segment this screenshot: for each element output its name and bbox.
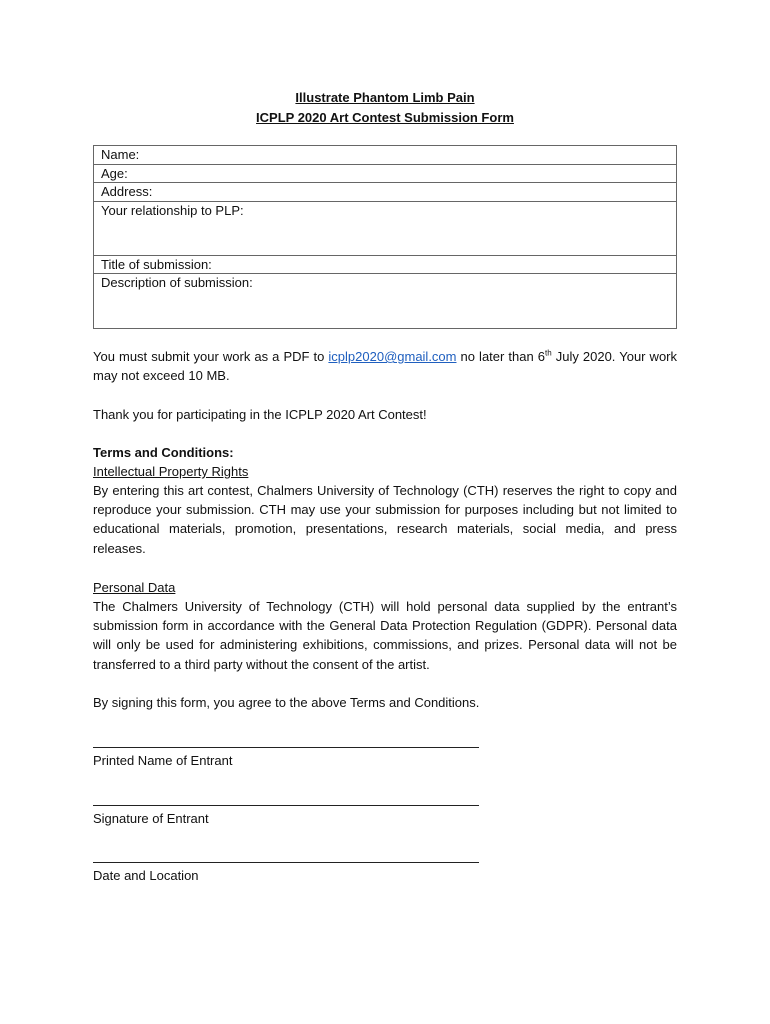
document-title: Illustrate Phantom Limb Pain: [295, 90, 475, 105]
description-label: Description of submission:: [101, 275, 253, 290]
printed-name-label: Printed Name of Entrant: [93, 753, 233, 768]
terms-heading: Terms and Conditions:: [93, 445, 234, 460]
email-link[interactable]: icplp2020@gmail.com: [328, 349, 457, 364]
address-label: Address:: [101, 184, 153, 199]
address-field[interactable]: [94, 183, 676, 202]
relationship-field[interactable]: [94, 202, 676, 256]
submission-instructions: [93, 347, 677, 385]
signature-label: Signature of Entrant: [93, 811, 209, 826]
signature-line[interactable]: [93, 805, 479, 806]
size-limit-text: July 2020. Your work may not exceed 10 MB.: [93, 349, 678, 384]
date-location-line[interactable]: [93, 862, 479, 863]
submission-title-label: Title of submission:: [101, 256, 212, 272]
ip-heading-text: Intellectual Property Rights: [93, 464, 249, 479]
date-superscript: th: [545, 348, 552, 358]
name-field[interactable]: [94, 146, 676, 165]
ip-text: By entering this art contest, Chalmers University of Technology (CTH) reserves the right to copy and reproduce your submission. CTH may use your submission for purposes including but not limited to educational materials, promotion, presentations, research materials, social media, and press releases.: [93, 483, 677, 556]
ip-heading: [93, 462, 677, 481]
age-field[interactable]: [94, 165, 676, 184]
agreement-text: By signing this form, you agree to the above Terms and Conditions.: [93, 695, 480, 710]
instructions-text: You must submit your work as a PDF to: [93, 349, 329, 364]
name-label: Name:: [101, 147, 140, 162]
submission-form-table: [93, 145, 677, 329]
description-field[interactable]: [94, 274, 676, 328]
date-location-label: Date and Location: [93, 868, 199, 883]
pd-heading: [93, 578, 677, 597]
printed-name-line[interactable]: [93, 747, 479, 748]
thank-you-text: Thank you for participating in the ICPLP 2020 Art Contest!: [93, 407, 427, 422]
relationship-label: Your relationship to PLP:: [101, 202, 244, 218]
submission-title-field[interactable]: [94, 256, 676, 275]
age-label: Age:: [101, 165, 128, 181]
pd-text: The Chalmers University of Technology (CTH) will hold personal data supplied by the entrant’s submission form in accordance with the General Data Protection Regulation (GDPR). Personal data will only be used for administering exhibitions, commissions, and prizes. Personal data will not be transferred to a third party without the consent of the artist.: [93, 599, 677, 672]
pd-heading-text: Personal Data: [93, 580, 176, 595]
form-subtitle: ICPLP 2020 Art Contest Submission Form: [256, 110, 514, 125]
deadline-text: no later than 6: [456, 349, 545, 364]
